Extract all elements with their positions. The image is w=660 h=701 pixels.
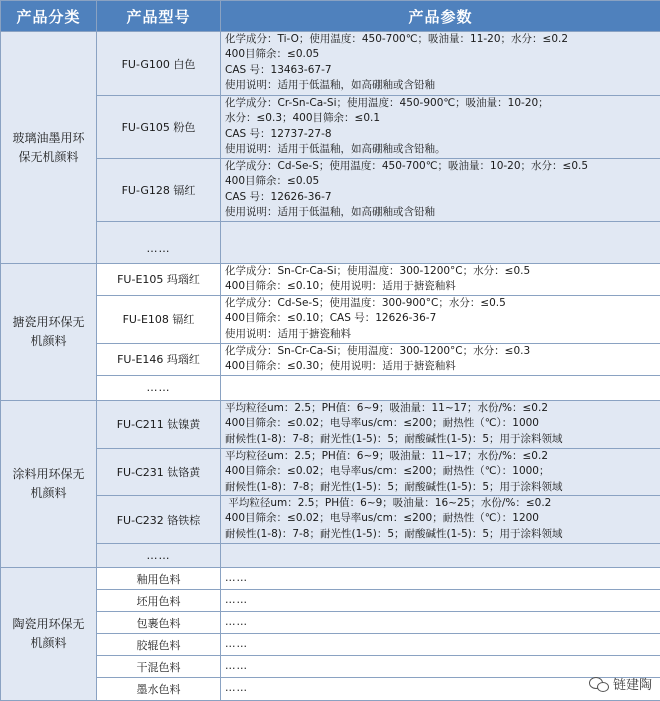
params-cell: 化学成分：Cr-Sn-Ca-Si；使用温度：450-900℃；吸油量：10-20； 水分：≤0.3；400目筛余：≤0.1 CAS 号：12737-27-8 使用说明：适用于低温釉，如高硼釉或含铅釉。 bbox=[221, 96, 660, 159]
wechat-icon bbox=[589, 676, 609, 692]
table-row bbox=[1, 159, 660, 222]
header-params: 产品参数 bbox=[221, 1, 660, 32]
model-cell: …… bbox=[97, 375, 221, 400]
params-cell: 化学成分：Sn-Cr-Ca-Si；使用温度：300-1200°C；水分：≤0.3 400目筛余：≤0.30；使用说明：适用于搪瓷釉料 bbox=[221, 343, 660, 375]
table-row bbox=[1, 264, 660, 296]
model-cell: FU-C232 铬铁棕 bbox=[97, 496, 221, 544]
category-cell: 搪瓷用环保无机颜料 bbox=[1, 264, 97, 401]
params-cell: …… bbox=[221, 568, 660, 590]
table-row bbox=[1, 678, 660, 701]
table-row bbox=[1, 544, 660, 568]
model-cell: FU-C231 钛铬黄 bbox=[97, 448, 221, 495]
table-row bbox=[1, 634, 660, 656]
params-cell bbox=[221, 222, 660, 264]
model-cell: 胶辊色料 bbox=[97, 634, 221, 656]
params-cell bbox=[221, 544, 660, 568]
table-row bbox=[1, 295, 660, 343]
params-cell bbox=[221, 375, 660, 400]
params-cell: …… bbox=[221, 678, 660, 701]
category-cell: 玻璃油墨用环保无机颜料 bbox=[1, 32, 97, 264]
params-cell: 平均粒径um：2.5；PH值：6~9；吸油量：16~25；水份/%：≤0.2 400目筛余：≤0.02；电导率us/cm：≤200；耐热性（℃）：1200 耐候性(1-8)：7-8；耐光性(1-5)：5；耐酸碱性(1-5)：5；用于涂料领域 bbox=[221, 496, 660, 544]
table-row bbox=[1, 32, 660, 96]
params-cell: 平均粒径um：2.5；PH值：6~9；吸油量：11~17；水份/%：≤0.2 400目筛余：≤0.02；电导率us/cm：≤200；耐热性（℃）：1000 耐候性(1-8)：7-8；耐光性(1-5)：5；耐酸碱性(1-5)：5；用于涂料领域 bbox=[221, 400, 660, 448]
model-cell: 干混色料 bbox=[97, 656, 221, 678]
model-cell: FU-E108 镉红 bbox=[97, 295, 221, 343]
params-cell: 化学成分：Ti-O；使用温度：450-700℃；吸油量：11-20；水分：≤0.2 400目筛余：≤0.05 CAS 号：13463-67-7 使用说明：适用于低温釉，如高硼釉或含铅釉 bbox=[221, 32, 660, 96]
table-row bbox=[1, 568, 660, 590]
header-category: 产品分类 bbox=[1, 1, 97, 32]
params-cell: …… bbox=[221, 656, 660, 678]
watermark-text: 链建陶 bbox=[613, 674, 652, 693]
table-row bbox=[1, 612, 660, 634]
model-cell: FU-G100 白色 bbox=[97, 32, 221, 96]
table-row bbox=[1, 400, 660, 448]
model-cell: 包裹色料 bbox=[97, 612, 221, 634]
header-model: 产品型号 bbox=[97, 1, 221, 32]
params-cell: 化学成分：Sn-Cr-Ca-Si；使用温度：300-1200°C；水分：≤0.5 400目筛余：≤0.10；使用说明：适用于搪瓷釉料 bbox=[221, 264, 660, 296]
table-row bbox=[1, 448, 660, 495]
table-row bbox=[1, 343, 660, 375]
category-cell: 陶瓷用环保无机颜料 bbox=[1, 568, 97, 701]
category-cell: 涂料用环保无机颜料 bbox=[1, 400, 97, 567]
model-cell: …… bbox=[97, 544, 221, 568]
params-cell: 平均粒径um：2.5；PH值：6~9；吸油量：11~17；水份/%：≤0.2 400目筛余：≤0.02；电导率us/cm：≤200；耐热性（℃）：1000； 耐候性(1-8)：7-8；耐光性(1-5)：5；耐酸碱性(1-5)：5；用于涂料领域 bbox=[221, 448, 660, 495]
header-row bbox=[1, 1, 660, 32]
params-cell: 化学成分：Cd-Se-S；使用温度：300-900°C；水分：≤0.5 400目筛余：≤0.10；CAS 号：12626-36-7 使用说明：适用于搪瓷釉料 bbox=[221, 295, 660, 343]
model-cell: …… bbox=[97, 222, 221, 264]
model-cell: FU-G128 镉红 bbox=[97, 159, 221, 222]
table-row bbox=[1, 496, 660, 544]
model-cell: 坯用色料 bbox=[97, 590, 221, 612]
model-cell: 墨水色料 bbox=[97, 678, 221, 701]
model-cell: FU-E105 玛瑙红 bbox=[97, 264, 221, 296]
params-cell: …… bbox=[221, 612, 660, 634]
params-cell: …… bbox=[221, 634, 660, 656]
model-cell: FU-C211 钛镍黄 bbox=[97, 400, 221, 448]
model-cell: FU-G105 粉色 bbox=[97, 96, 221, 159]
watermark bbox=[589, 674, 652, 693]
table-row bbox=[1, 222, 660, 264]
params-cell: …… bbox=[221, 590, 660, 612]
table-row bbox=[1, 656, 660, 678]
params-cell: 化学成分：Cd-Se-S；使用温度：450-700℃；吸油量：10-20；水分：≤0.5 400目筛余：≤0.05 CAS 号：12626-36-7 使用说明：适用于低温釉，如高硼釉或含铅釉 bbox=[221, 159, 660, 222]
model-cell: FU-E146 玛瑙红 bbox=[97, 343, 221, 375]
model-cell: 釉用色料 bbox=[97, 568, 221, 590]
table-row bbox=[1, 590, 660, 612]
table-row bbox=[1, 375, 660, 400]
table-row bbox=[1, 96, 660, 159]
